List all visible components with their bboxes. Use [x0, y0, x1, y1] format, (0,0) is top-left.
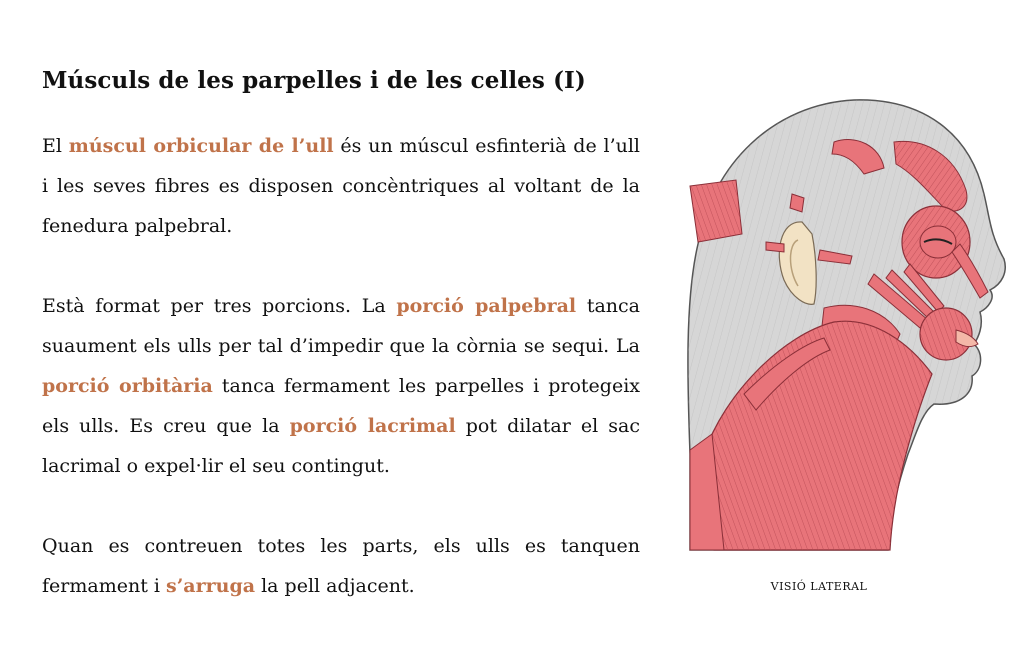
- highlight-term: porció lacrimal: [289, 415, 456, 437]
- head-muscles-illustration: [684, 94, 1010, 554]
- highlight-term: porció orbitària: [42, 375, 213, 397]
- text-run: tanca fermament les parpelles i protegeix els ulls. Es creu que la: [42, 375, 641, 437]
- body-text: [42, 126, 640, 646]
- text-run: Està format per tres porcions. La: [42, 295, 397, 317]
- head-lateral-icon: [684, 94, 1010, 554]
- paragraph-portions: [42, 286, 640, 486]
- highlight-term: múscul orbicular de l’ull: [68, 135, 334, 157]
- text-run: tanca suaument els ulls per tal d’impedir que la còrnia se sequi. La: [42, 295, 641, 357]
- text-run: El: [42, 135, 69, 157]
- paragraph-orbicular-intro: [42, 126, 640, 246]
- figure-caption: VISIÓ LATERAL: [770, 580, 868, 593]
- text-run: la pell adjacent.: [255, 575, 415, 597]
- text-run: és un múscul esfinterià de l’ull i les seves fibres es disposen concèntriques al voltant de la fenedura palpebral.: [42, 135, 640, 237]
- text-run: pot dilatar el sac lacrimal o expel·lir el seu contingut.: [42, 415, 640, 477]
- text-run: Quan es contreuen totes les parts, els ulls es tanquen fermament i: [42, 535, 640, 597]
- highlight-term: porció palpebral: [396, 295, 577, 317]
- paragraph-contraction: [42, 526, 640, 606]
- highlight-term: s’arruga: [166, 575, 256, 597]
- page-title: Músculs de les parpelles i de les celles (I): [42, 67, 586, 95]
